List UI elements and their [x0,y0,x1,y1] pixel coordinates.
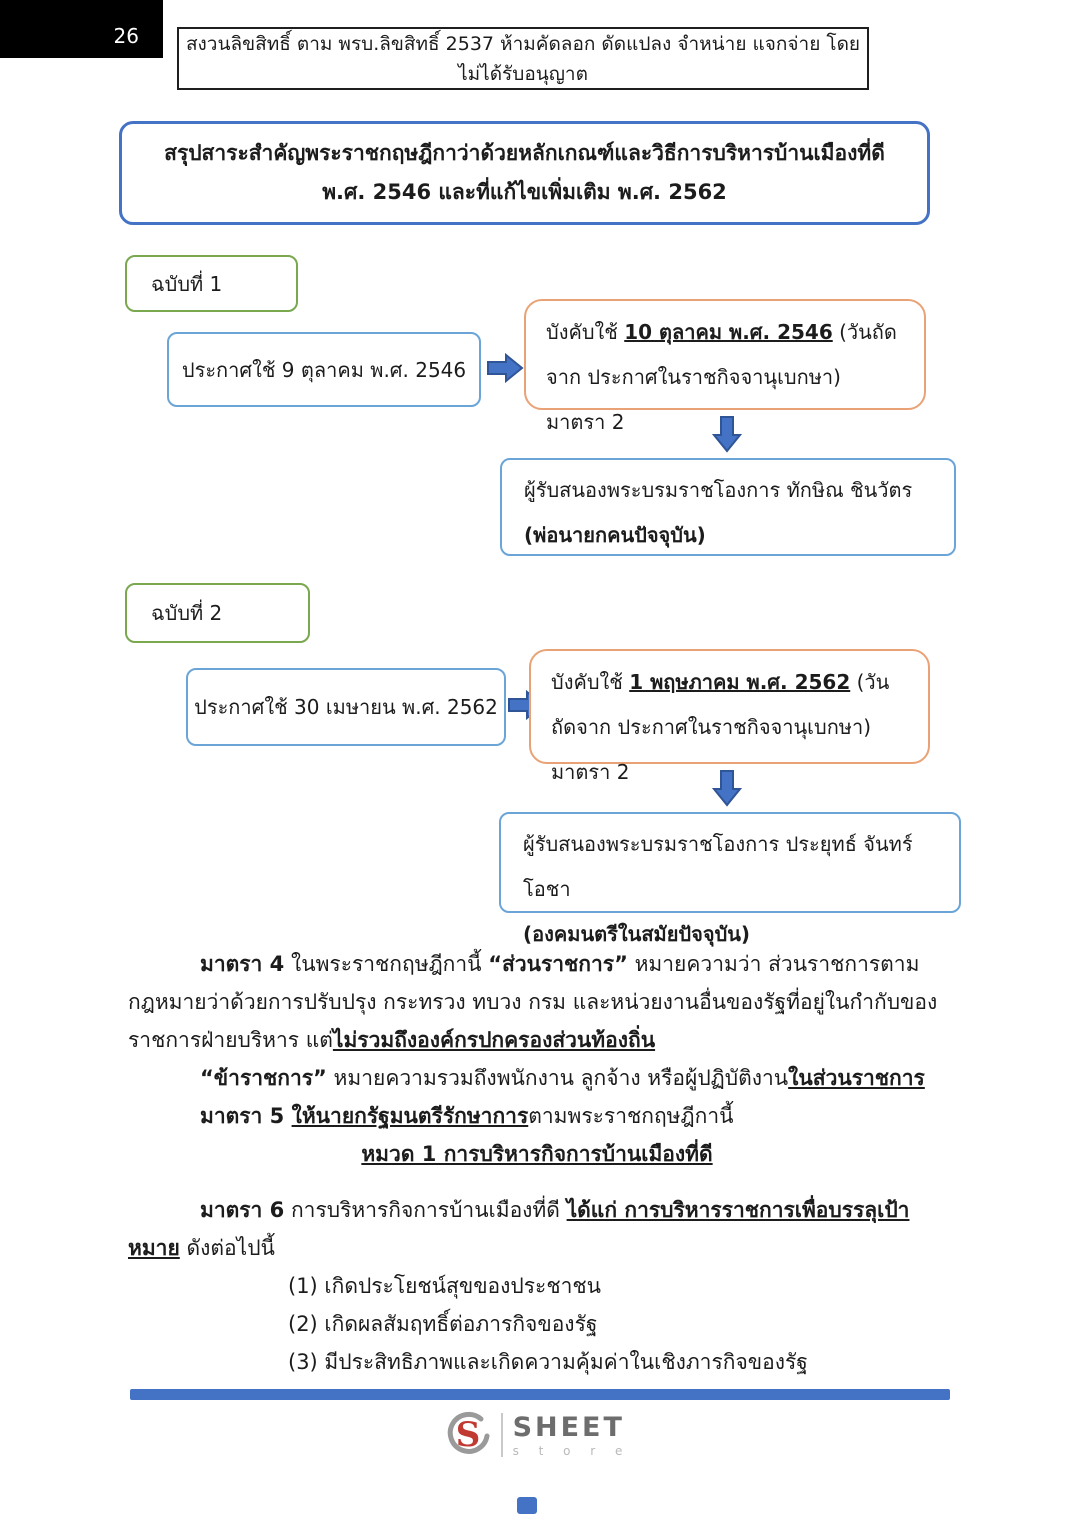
logo-divider [501,1413,503,1457]
m4-text: ในพระราชกฤษฎีกานี้ [284,952,489,976]
m5-caretaker: ให้นายกรัฐมนตรีรักษาการ [291,1104,529,1128]
edition-1-announce-box [167,332,481,407]
enforce-date: 10 ตุลาคม พ.ศ. 2546 [624,320,833,344]
title-box [119,121,930,225]
body-text [128,945,946,1381]
m6-text: การบริหารกิจการบ้านเมืองที่ดี [284,1198,567,1222]
page-bottom-marker [517,1497,537,1514]
chapter-heading-text: หมวด 1 การบริหารกิจการบ้านเมืองที่ดี [361,1142,713,1166]
countersign-text: ผู้รับสนองพระบรมราชโองการ ประยุทธ์ จันทร์โอชา [523,832,913,901]
m5-paragraph [128,1097,946,1135]
m4-text: หมายความว่า ส่วนราชการตามกฎหมายว่าด้วยการปรับปรุง กระทรวง ทบวง กรม และหน่วยงานอื่นของรัฐที่อยู่ในกำกับของราชการฝ่ายบริหาร แต่ [128,952,938,1052]
m6-goal: ได้แก่ การบริหารราชการเพื่อบรรลุเป้าหมาย [128,1198,910,1260]
m6-paragraph [128,1191,946,1267]
footer-divider [130,1389,950,1400]
officials-scope: ในส่วนราชการ [788,1066,925,1090]
goal-item-1: (1) เกิดประโยชน์สุขของประชาชน [288,1274,601,1298]
officials-term: “ข้าราชการ” [200,1066,327,1090]
countersign-text: ผู้รับสนองพระบรมราชโองการ ทักษิณ ชินวัตร [524,478,913,502]
edition-2-enforce-box [529,649,930,784]
m4-term: “ส่วนราชการ” [488,952,628,976]
edition-1-arrow-right-icon [486,352,524,384]
edition-1-label: ฉบับที่ 1 [151,271,223,296]
enforce-prefix: บังคับใช้ [546,320,625,344]
m5-label: มาตรา 5 [200,1104,292,1128]
logo-s-icon [445,1411,491,1459]
svg-text:S: S [455,1415,480,1455]
countersign-note: (พ่อนายกคนปัจจุบัน) [524,523,706,547]
goal-item-2: (2) เกิดผลสัมฤทธิ์ต่อภารกิจของรัฐ [288,1312,598,1336]
edition-1-announce-text: ประกาศใช้ 9 ตุลาคม พ.ศ. 2546 [181,357,467,382]
officials-paragraph [128,1059,946,1097]
countersign-note: (องคมนตรีในสมัยปัจจุบัน) [523,922,751,946]
footer-logo [0,1408,1075,1462]
edition-1-arrow-down-icon [711,415,743,453]
edition-1-label-box [125,255,298,312]
enforce-suffix: (วันถัดจาก ประกาศในราชกิจจานุเบกษา) มาตรา 2 [551,670,890,784]
m6-text-follow: ดังต่อไปนี้ [186,1236,275,1260]
enforce-date: 1 พฤษภาคม พ.ศ. 2562 [629,670,851,694]
m4-label: มาตรา 4 [200,952,285,976]
enforce-prefix: บังคับใช้ [551,670,630,694]
m4-exclusion: ไม่รวมถึงองค์กรปกครองส่วนท้องถิ่น [332,1028,656,1052]
edition-2-label-box [125,583,310,643]
goal-item-3: (3) มีประสิทธิภาพและเกิดความคุ้มค่าในเชิงภารกิจของรัฐ [288,1350,808,1374]
edition-1-enforce-box [524,299,926,434]
chapter-heading [128,1135,946,1173]
footer-brand-sub: s t o r e [512,1443,631,1458]
page-title: สรุปสาระสำคัญพระราชกฤษฎีกาว่าด้วยหลักเกณฑ์และวิธีการบริหารบ้านเมืองที่ดี พ.ศ. 2546 และที่แก้ไขเพิ่มเติม พ.ศ. 2562 [164,141,885,204]
edition-2-label: ฉบับที่ 2 [151,601,223,625]
edition-2-countersign-box [499,812,961,946]
copyright-box [177,27,869,90]
footer-brand: SHEET [512,1411,625,1443]
page-number-box [0,0,163,58]
edition-2-announce-text: ประกาศใช้ 30 เมษายน พ.ศ. 2562 [194,695,498,719]
edition-2-arrow-down-icon [711,769,743,807]
m6-label: มาตรา 6 [200,1198,285,1222]
edition-1-countersign-box [500,458,956,556]
m5-text: ตามพระราชกฤษฎีกานี้ [528,1104,734,1128]
m4-paragraph [128,945,946,1059]
enforce-suffix: (วันถัดจาก ประกาศในราชกิจจานุเบกษา) มาตรา 2 [546,320,897,434]
copyright-text: สงวนลิขสิทธิ์ ตาม พรบ.ลิขสิทธิ์ 2537 ห้ามคัดลอก ดัดแปลง จำหน่าย แจกจ่าย โดยไม่ได้รับอนุญาต [185,32,861,85]
officials-text: หมายความรวมถึงพนักงาน ลูกจ้าง หรือผู้ปฏิบัติงาน [326,1066,789,1090]
page-number: 26 [113,24,139,48]
edition-2-announce-box [186,668,506,746]
